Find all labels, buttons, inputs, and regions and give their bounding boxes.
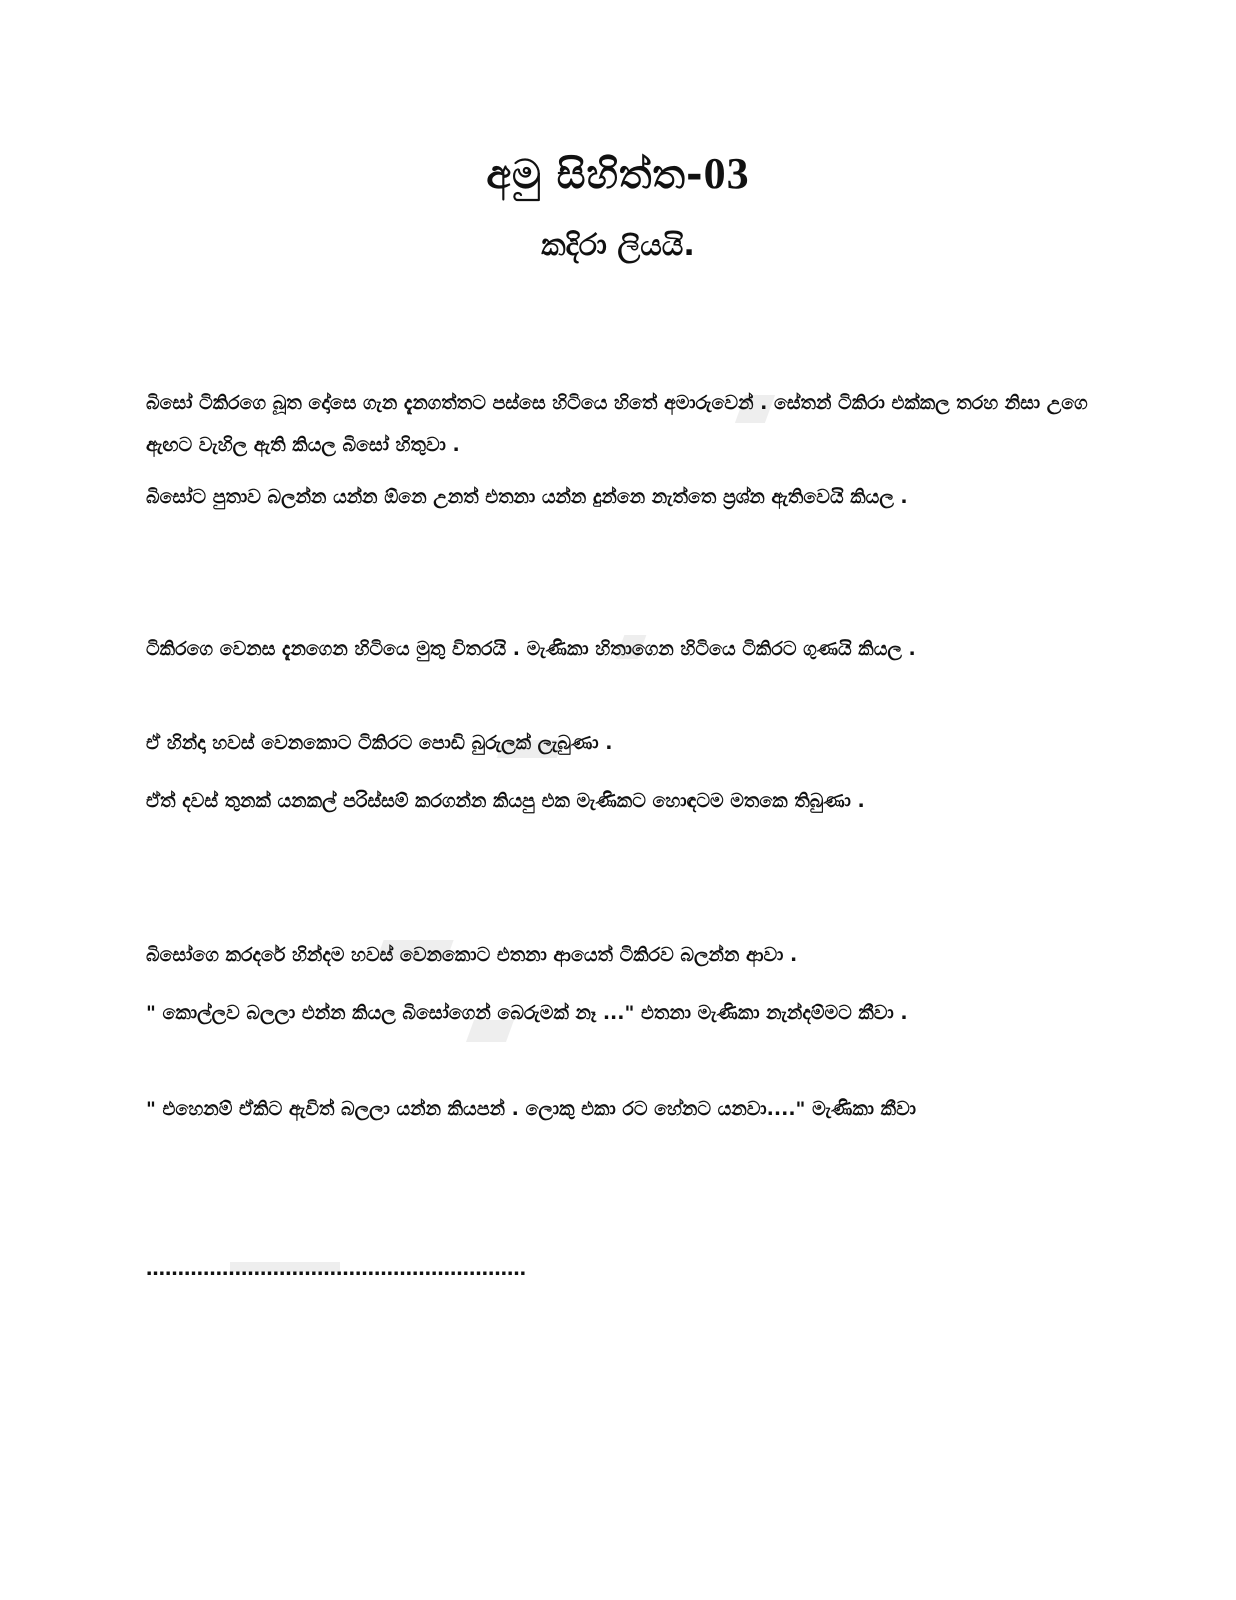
paragraph-3: ටිකිරගෙ වෙනස දැනගෙන හිටියෙ මුතු විතරයි . මැණිකා හිතාගෙන හිටියෙ ටිකිරට ගුණයි කියල . [146,638,916,660]
paragraph-5: ඒත් දවස් තුනක් යනකල් පරිස්සම් කරගන්න කියපු එක මැණිකට හොඳටම මතකෙ තිබුණා . [146,790,865,812]
paragraph-7: " කොල්ලව බලලා එන්න කියල බිසෝගෙන් බෙරුමක් නෑ ..." එතනා මැණිකා නැන්දම්මට කීවා . [146,1002,908,1024]
paragraph-8: " එහෙනම් ඒකිට ඇවිත් බලලා යන්න කියපන් . ලොකු එකා රට හේනට යනවා...." මැණිකා කීවා [146,1098,917,1120]
paragraph-6: බිසෝගෙ කරදරේ හින්දම හවස් වෙනකොට එතනා ආයෙත් ටිකිරව බලන්න ආවා . [146,944,798,966]
title-text: අමු සිහිත්ත- [486,152,704,198]
page-title [0,148,1236,199]
title-number: 03 [703,149,750,198]
paragraph-4: ඒ හින්දා හවස් වෙනකොට ටිකිරට පොඩි බුරුලක් ලැබුණා . [146,732,613,754]
paragraph-1: බිසෝ ටිකිරගෙ බූත දෝසෙ ගැන දැනගත්තට පස්සෙ හිටියෙ හිතේ අමාරුවෙන් . සේතන් ටිකිරා එක්කල තරහ නිසා උගෙ ඇඟට වැහිල ඇති කියල බිසෝ හිතුවා . [146,392,1088,456]
author-line: කදිරා ලියයි. [541,228,695,263]
end-divider: …………………………………………………… [146,1258,526,1280]
paragraph-2: බිසෝට පුතාව බලන්න යන්න ඕනෙ උනත් එතනා යන්න දුන්නෙ නැත්තෙ ප්‍රශ්න ඇතිවෙයි කියල . [146,486,908,508]
